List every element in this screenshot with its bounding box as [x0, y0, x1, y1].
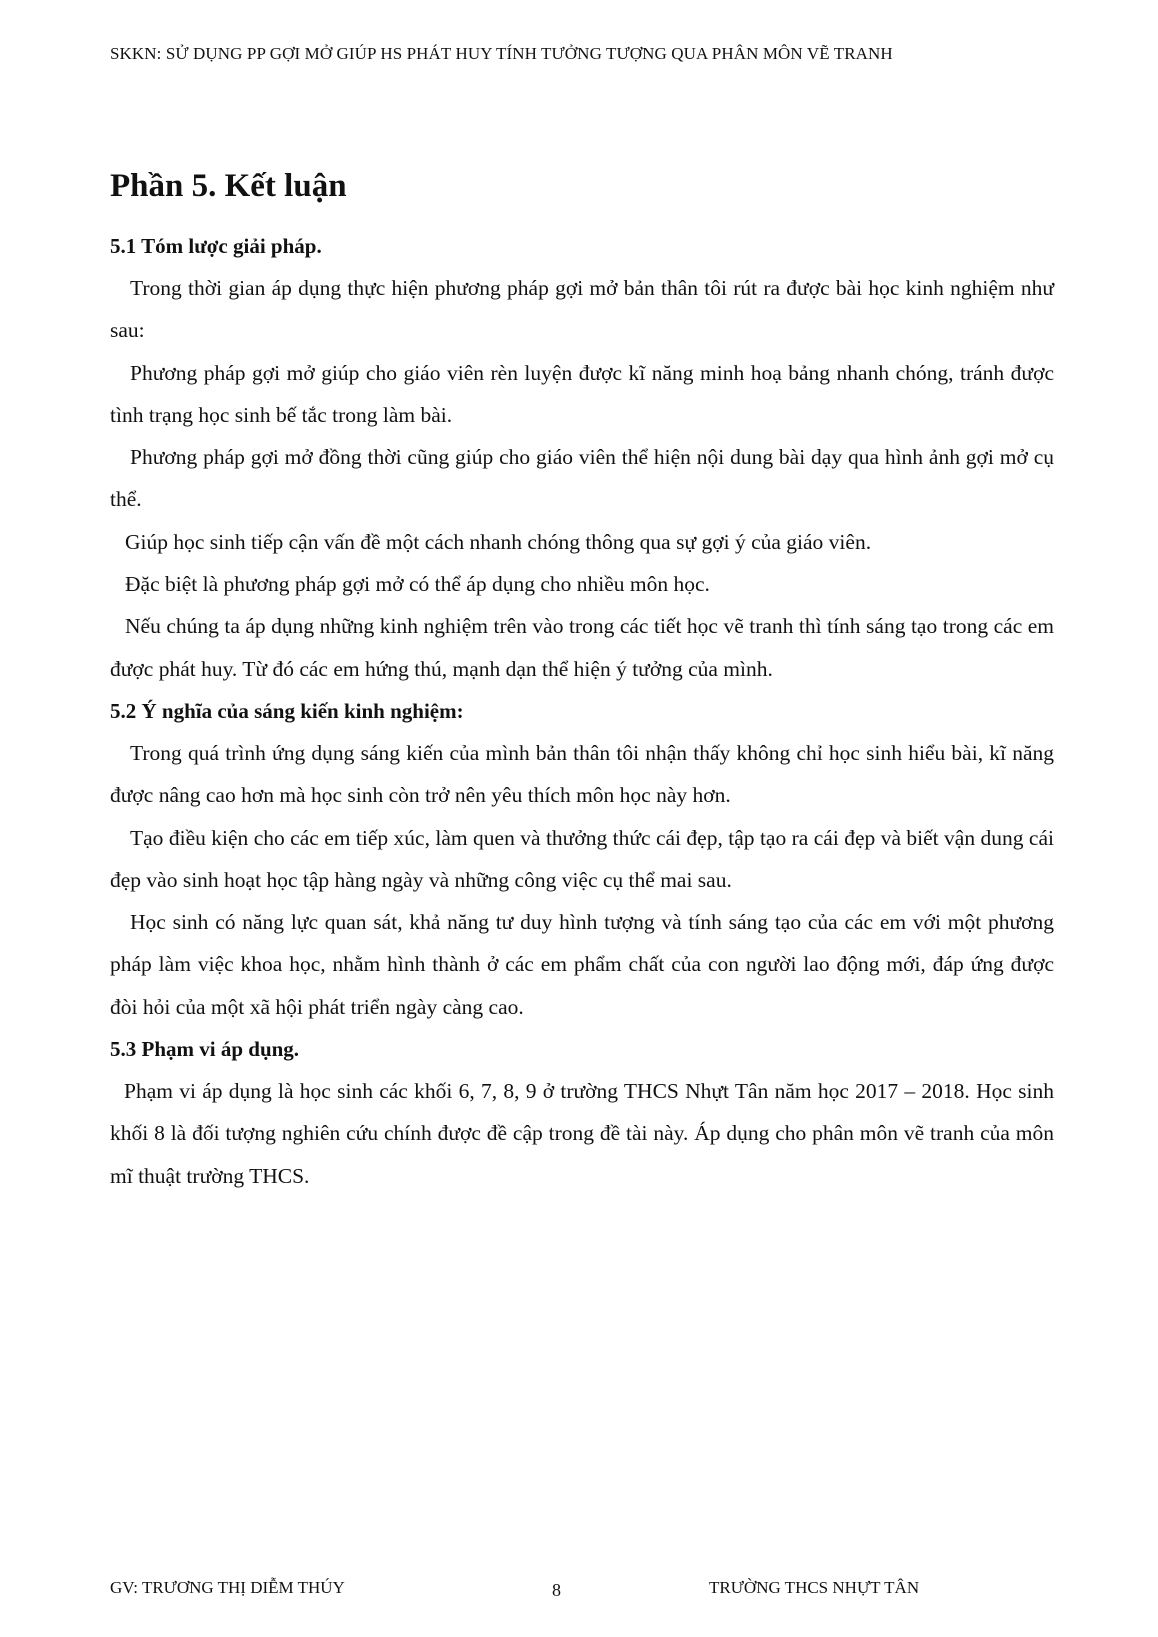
- paragraph: Giúp học sinh tiếp cận vấn đề một cách nhanh chóng thông qua sự gợi ý của giáo viên.: [125, 529, 872, 554]
- page-header: SKKN: SỬ DỤNG PP GỢI MỞ GIÚP HS PHÁT HUY TÍNH TƯỞNG TƯỢNG QUA PHÂN MÔN VẼ TRANH: [110, 44, 893, 63]
- paragraph: Trong thời gian áp dụng thực hiện phương pháp gợi mở bản thân tôi rút ra được bài học kinh nghiệm như sau:: [110, 276, 1054, 343]
- paragraph: Phạm vi áp dụng là học sinh các khối 6, 7, 8, 9 ở trường THCS Nhựt Tân năm học 2017 – 2018. Học sinh khối 8 là đối tượng nghiên cứu chính được đề cập trong đề tài này. Áp dụng cho phân môn vẽ tranh của môn mĩ thuật trường THCS.: [110, 1079, 1054, 1188]
- paragraph: Phương pháp gợi mở đồng thời cũng giúp cho giáo viên thể hiện nội dung bài dạy qua hình ảnh gợi mở cụ thể.: [110, 445, 1054, 512]
- section-title-5-3: 5.3 Phạm vi áp dụng.: [110, 1037, 300, 1062]
- paragraph: Đặc biệt là phương pháp gợi mở có thể áp dụng cho nhiều môn học.: [125, 572, 710, 597]
- chapter-heading: Phần 5. Kết luận: [110, 168, 347, 204]
- paragraph: Phương pháp gợi mở giúp cho giáo viên rèn luyện được kĩ năng minh hoạ bảng nhanh chóng, tránh được tình trạng học sinh bế tắc trong làm bài.: [110, 360, 1054, 427]
- paragraph: Nếu chúng ta áp dụng những kinh nghiệm trên vào trong các tiết học vẽ tranh thì tính sáng tạo trong các em được phát huy. Từ đó các em hứng thú, mạnh dạn thể hiện ý tưởng của mình.: [110, 614, 1054, 681]
- paragraph: Trong quá trình ứng dụng sáng kiến của mình bản thân tôi nhận thấy không chỉ học sinh hiểu bài, kĩ năng được nâng cao hơn mà học sinh còn trở nên yêu thích môn học này hơn.: [110, 740, 1054, 808]
- main-content: [110, 164, 1054, 1197]
- footer-teacher: GV: TRƯƠNG THỊ DIỄM THÚY: [110, 1578, 345, 1597]
- footer-school: TRƯỜNG THCS NHỰT TÂN: [709, 1578, 920, 1597]
- section-title-5-2: 5.2 Ý nghĩa của sáng kiến kinh nghiệm:: [110, 698, 464, 723]
- paragraph: Học sinh có năng lực quan sát, khả năng tư duy hình tượng và tính sáng tạo của các em với một phương pháp làm việc khoa học, nhằm hình thành ở các em phẩm chất của con người lao động mới, đáp ứng được đòi hỏi của một xã hội phát triển ngày càng cao.: [110, 910, 1054, 1019]
- page-number: 8: [552, 1580, 561, 1600]
- section-title-5-1: 5.1 Tóm lược giải pháp.: [110, 234, 322, 258]
- paragraph: Tạo điều kiện cho các em tiếp xúc, làm quen và thưởng thức cái đẹp, tập tạo ra cái đẹp và biết vận dung cái đẹp vào sinh hoạt học tập hàng ngày và những công việc cụ thể mai sau.: [110, 825, 1054, 892]
